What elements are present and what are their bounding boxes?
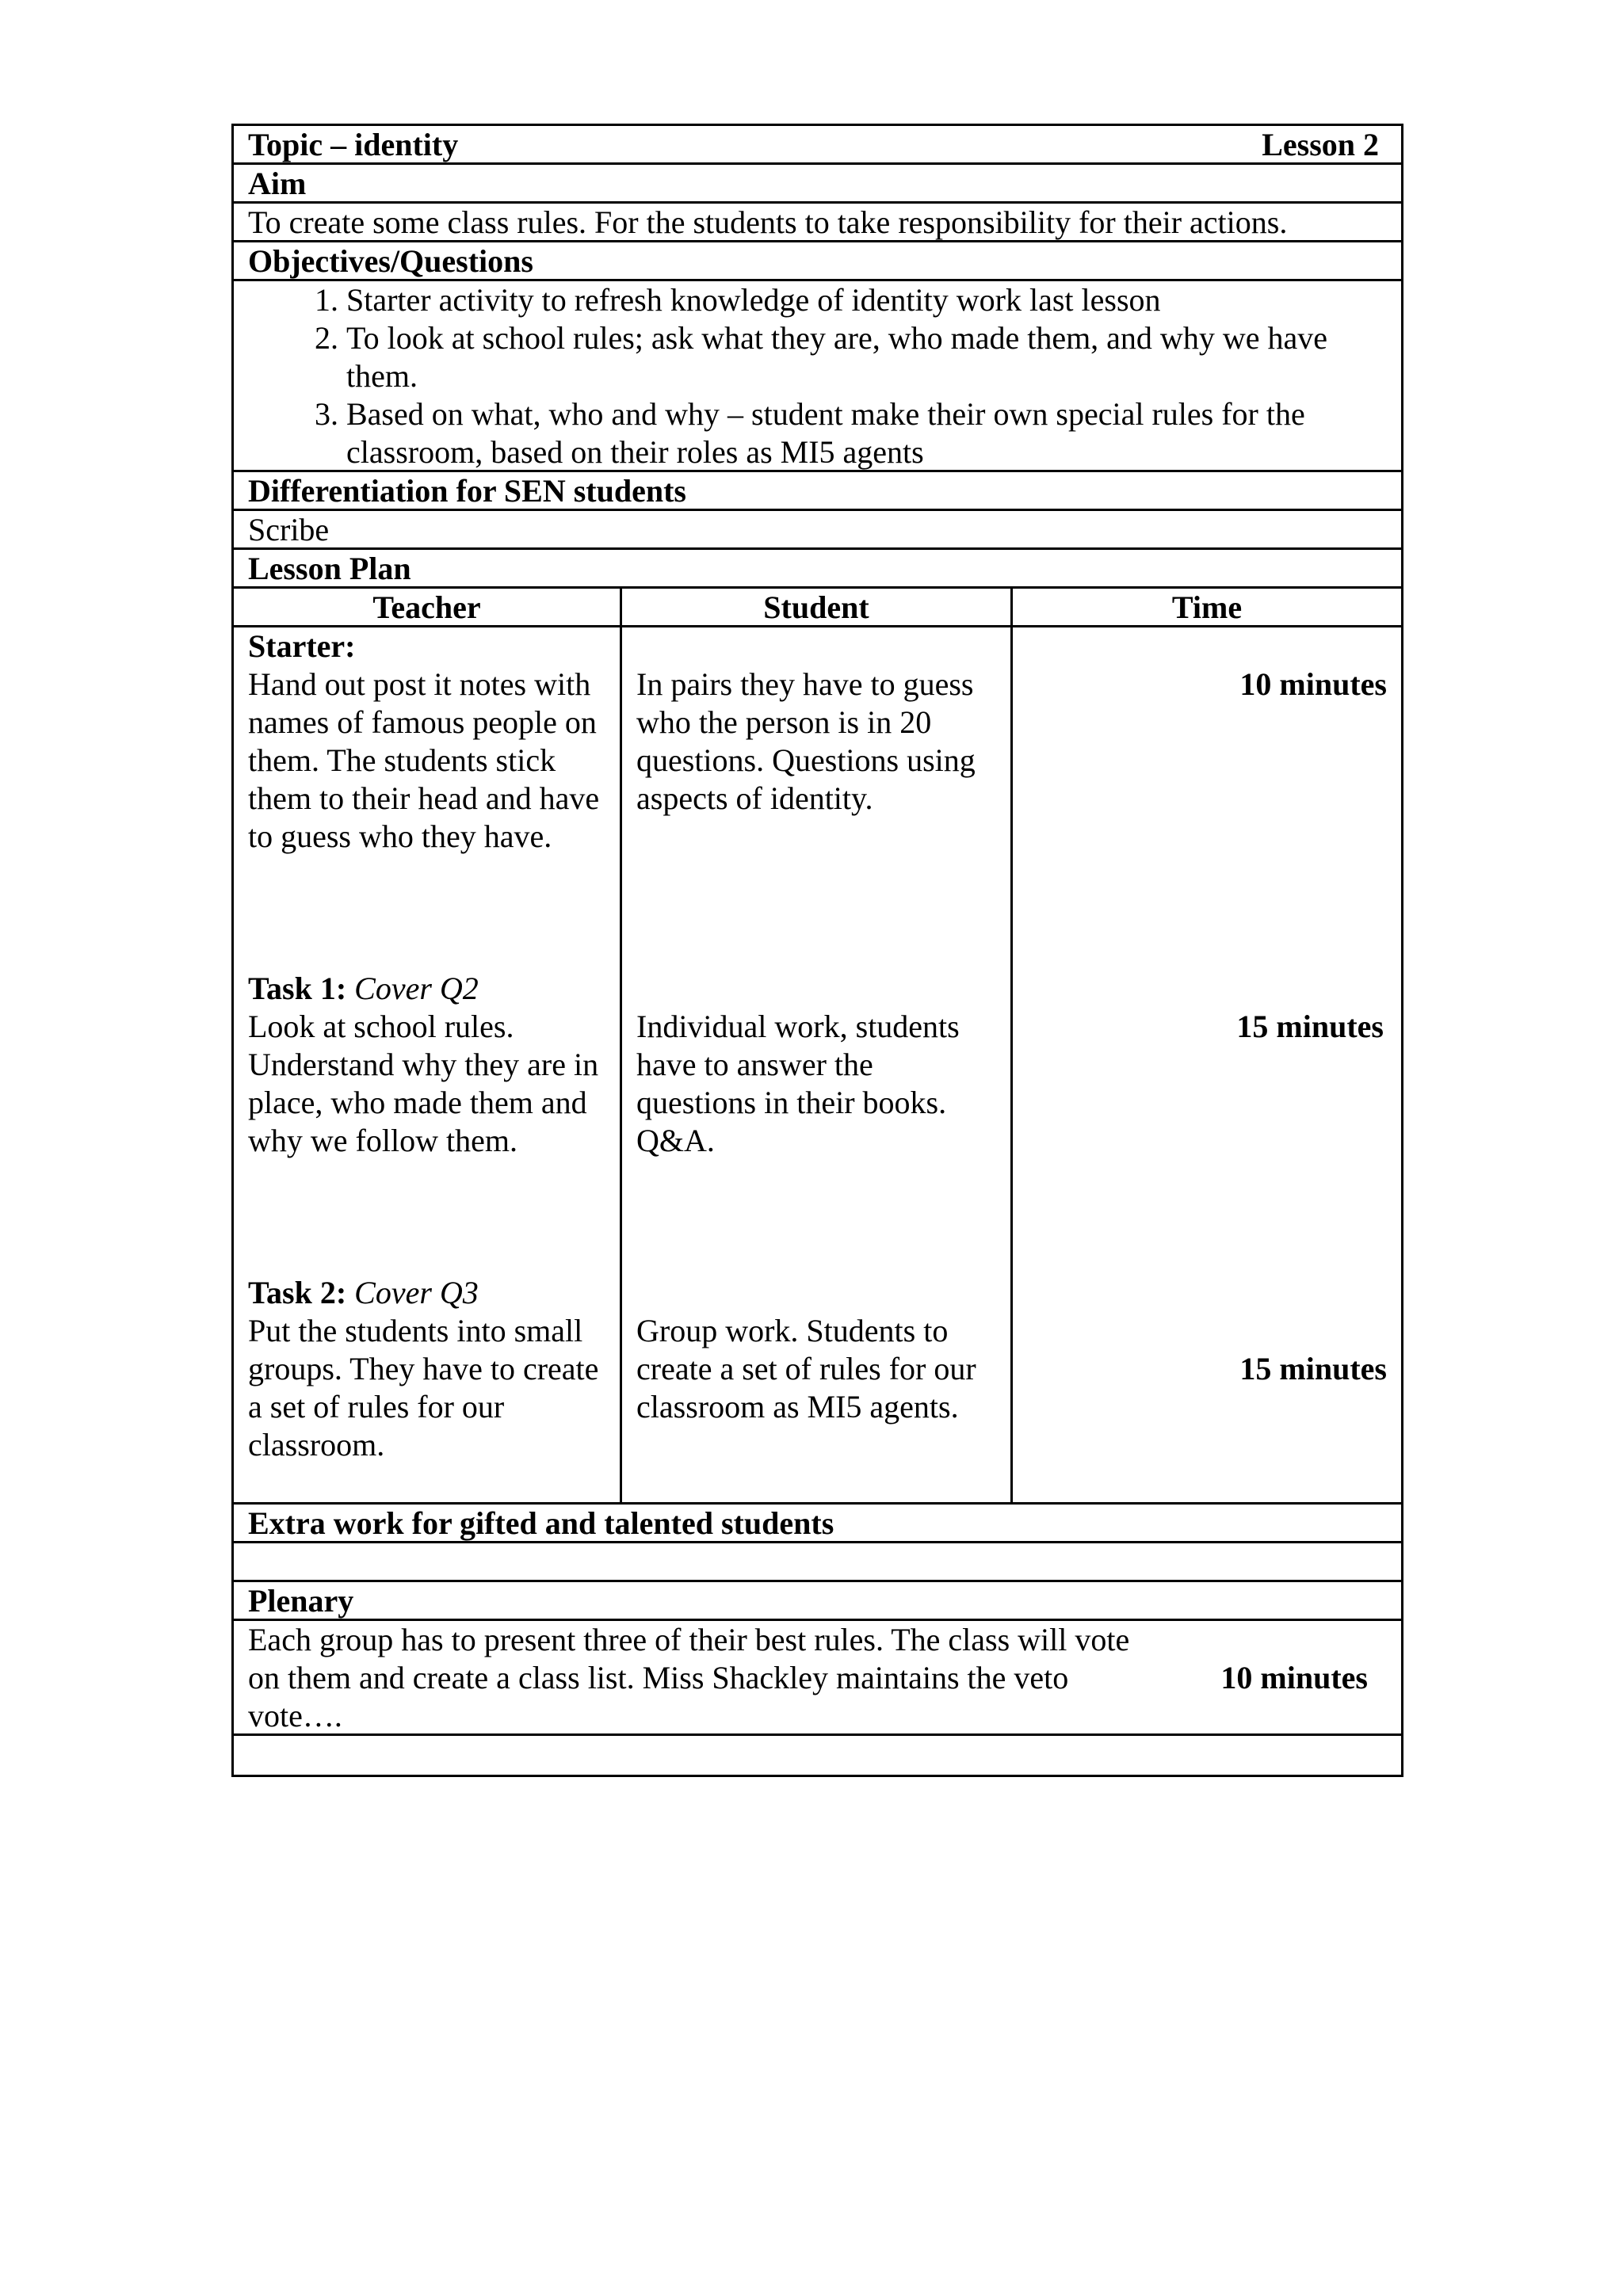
objectives-list (248, 281, 1387, 471)
plan-header-row (234, 589, 1401, 627)
title-row (234, 126, 1401, 165)
lesson-number: Lesson 2 (1262, 127, 1379, 162)
task2-time: 15 minutes (1239, 1351, 1387, 1386)
task1-teacher-cell (248, 970, 609, 1160)
lesson-plan-table (231, 124, 1403, 1777)
objective-item: 3. Based on what, who and why – student make their own special rules for the classroom, based on their roles as MI5 agents (346, 395, 1387, 471)
teacher-column (234, 627, 622, 1502)
task2-teacher-text: Put the students into small groups. They have to create a set of rules for our classroom. (248, 1313, 599, 1463)
objective-item: 1. Starter activity to refresh knowledge of identity work last lesson (346, 281, 1387, 319)
topic-title: Topic – identity (248, 127, 459, 162)
starter-student-text: In pairs they have to guess who the person is in 20 questions. Questions using aspects of identity. (636, 666, 976, 816)
aim-label: Aim (234, 165, 1401, 204)
task1-teacher-text: Look at school rules. Understand why they are in place, who made them and why we follow them. (248, 1009, 599, 1158)
objective-item: 2. To look at school rules; ask what they are, who made them, and why we have them. (346, 319, 1387, 395)
time-column (1013, 627, 1401, 1502)
objectives-label: Objectives/Questions (234, 242, 1401, 281)
task2-cover: Cover Q3 (354, 1275, 479, 1310)
empty-final-row (234, 1736, 1401, 1775)
task1-time: 15 minutes (1236, 1009, 1384, 1044)
differentiation-text: Scribe (234, 511, 1401, 550)
plenary-label: Plenary (234, 1582, 1401, 1621)
column-header-teacher: Teacher (234, 589, 622, 625)
starter-time: 10 minutes (1239, 666, 1387, 702)
column-header-student: Student (622, 589, 1013, 625)
task1-heading: Task 1: (248, 971, 347, 1006)
plenary-text: Each group has to present three of their best rules. The class will vote on them and create a class list. Miss Shackley maintains the veto vote…. (248, 1622, 1130, 1733)
extra-work-label: Extra work for gifted and talented students (234, 1505, 1401, 1543)
plenary-time: 10 minutes (1220, 1660, 1368, 1695)
starter-heading: Starter: (248, 628, 356, 664)
starter-teacher-cell (248, 627, 609, 856)
task1-student-text: Individual work, students have to answer the questions in their books. Q&A. (636, 1009, 960, 1158)
task2-heading: Task 2: (248, 1275, 347, 1310)
student-column (622, 627, 1013, 1502)
column-header-time: Time (1171, 589, 1243, 625)
lesson-plan-label: Lesson Plan (234, 550, 1401, 589)
plenary-section (234, 1621, 1401, 1736)
aim-text: To create some class rules. For the students to take responsibility for their actions. (234, 204, 1401, 242)
differentiation-label: Differentiation for SEN students (234, 472, 1401, 511)
task1-cover: Cover Q2 (354, 971, 479, 1006)
task2-teacher-cell (248, 1274, 609, 1464)
task2-student-text: Group work. Students to create a set of rules for our classroom as MI5 agents. (636, 1313, 976, 1425)
extra-work-text (234, 1543, 1401, 1582)
starter-teacher-text: Hand out post it notes with names of famous people on them. The students stick them to their head and have to guess who they have. (248, 666, 600, 854)
plan-body-row (234, 627, 1401, 1505)
objectives-section (234, 281, 1401, 472)
